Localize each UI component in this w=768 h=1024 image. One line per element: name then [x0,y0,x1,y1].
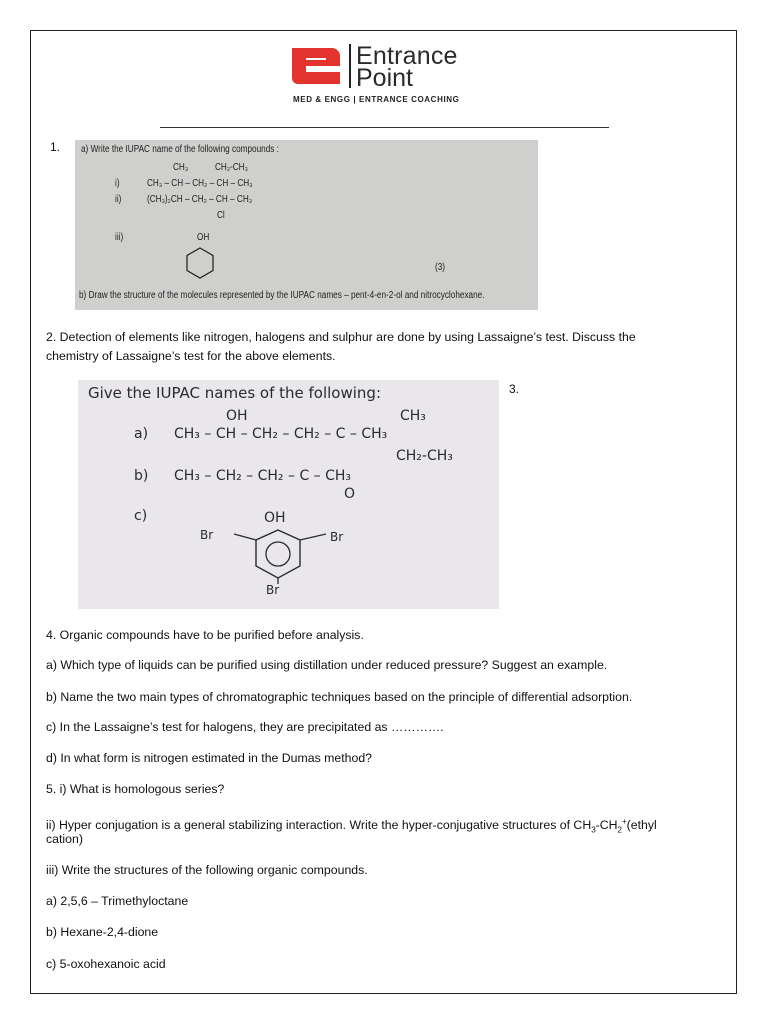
entrance-point-logo [288,42,488,112]
q1-i-sub2: CH₂-CH₃ [215,162,248,173]
q5-iii: iii) Write the structures of the following organic compounds. [46,863,368,877]
q2-line2: chemistry of Lassaigne’s test for the above elements. [46,349,336,363]
q5-i: 5. i) What is homologous series? [46,782,225,796]
q5-ii-sub3: 3 [591,825,596,835]
cyclohexane-ring-icon [185,246,215,280]
q5-ii-prefix: ii) Hyper conjugation is a general stabilizing interaction. Write the hyper-conjugative structures of CH [46,818,592,833]
q4-a: a) Which type of liquids can be purified using distillation under reduced pressure? Suggest an example. [46,658,608,672]
logo-divider [349,44,351,88]
q1-photo [75,140,538,310]
q3-b-oxygen: O [344,486,356,502]
header-rule [160,127,609,128]
q1-number: 1. [50,140,61,154]
q4-intro: 4. Organic compounds have to be purified before analysis. [46,628,364,642]
q3-a-formula: CH₃ – CH – CH₂ – CH₂ – C – CH₃ [174,426,388,442]
q5-ii-sup: + [621,817,627,826]
q5-ii-suffix: (ethyl [626,818,657,833]
q3-c-label: c) [134,508,148,524]
q3-title: Give the IUPAC names of the following: [88,384,381,402]
logo-mark-icon [288,44,344,88]
q3-number: 3. [509,382,520,396]
q5-ii-line1 [46,812,657,840]
q1-ii-label: ii) [115,194,122,205]
q1-i-formula: CH₃ – CH – CH₂ – CH – CH₃ [147,178,253,189]
q1-iii-label: iii) [115,232,124,243]
q5-ii-sub2: 2 [617,825,622,835]
q3-c-br-bottom: Br [266,583,280,597]
q3-b-label: b) [134,468,149,484]
q5-ii-mid: -CH [595,818,618,833]
brand-name-line1: Entrance [356,42,458,70]
q1-part-a: a) Write the IUPAC name of the following compounds : [81,144,279,155]
q1-i-sub1: CH₃ [173,162,189,173]
q3-a-oh: OH [226,408,248,424]
q4-c: c) In the Lassaigne’s test for halogens, they are precipitated as …………. [46,720,444,734]
q3-a-label: a) [134,426,149,442]
q5-iii-b: b) Hexane-2,4-dione [46,925,159,939]
q3-a-bottom: CH₂-CH₃ [396,448,453,464]
q1-ii-formula: (CH₃)₂CH – CH₂ – CH – CH₃ [147,194,253,205]
benzene-ring-icon [218,526,338,586]
q3-b-formula: CH₃ – CH₂ – CH₂ – C – CH₃ [174,468,352,484]
q3-a-ch3-top: CH₃ [400,408,426,424]
q3-c-br-right: Br [330,530,344,544]
brand-tagline: MED & ENGG | ENTRANCE COACHING [293,95,460,104]
q2-line1: 2. Detection of elements like nitrogen, halogens and sulphur are done by using Lassaigne’s test. Discuss the [46,330,636,344]
q3-c-oh: OH [264,510,286,526]
q4-d: d) In what form is nitrogen estimated in the Dumas method? [46,751,373,765]
q4-b: b) Name the two main types of chromatographic techniques based on the principle of differential adsorption. [46,690,633,704]
q3-c-br-left: Br [200,528,214,542]
q1-ii-cl: Cl [217,210,225,221]
q1-part-b: b) Draw the structure of the molecules represented by the IUPAC names – pent-4-en-2-ol and nitrocyclohexane. [79,290,485,301]
q5-iii-a: a) 2,5,6 – Trimethyloctane [46,894,189,908]
q5-iii-c: c) 5-oxohexanoic acid [46,957,166,971]
brand-name-line2: Point [356,64,413,92]
q3-photo [78,380,499,609]
q1-marks: (3) [435,262,446,273]
q5-ii-line2: cation) [46,832,83,846]
q1-i-label: i) [115,178,120,189]
q1-iii-oh: OH [197,232,210,243]
